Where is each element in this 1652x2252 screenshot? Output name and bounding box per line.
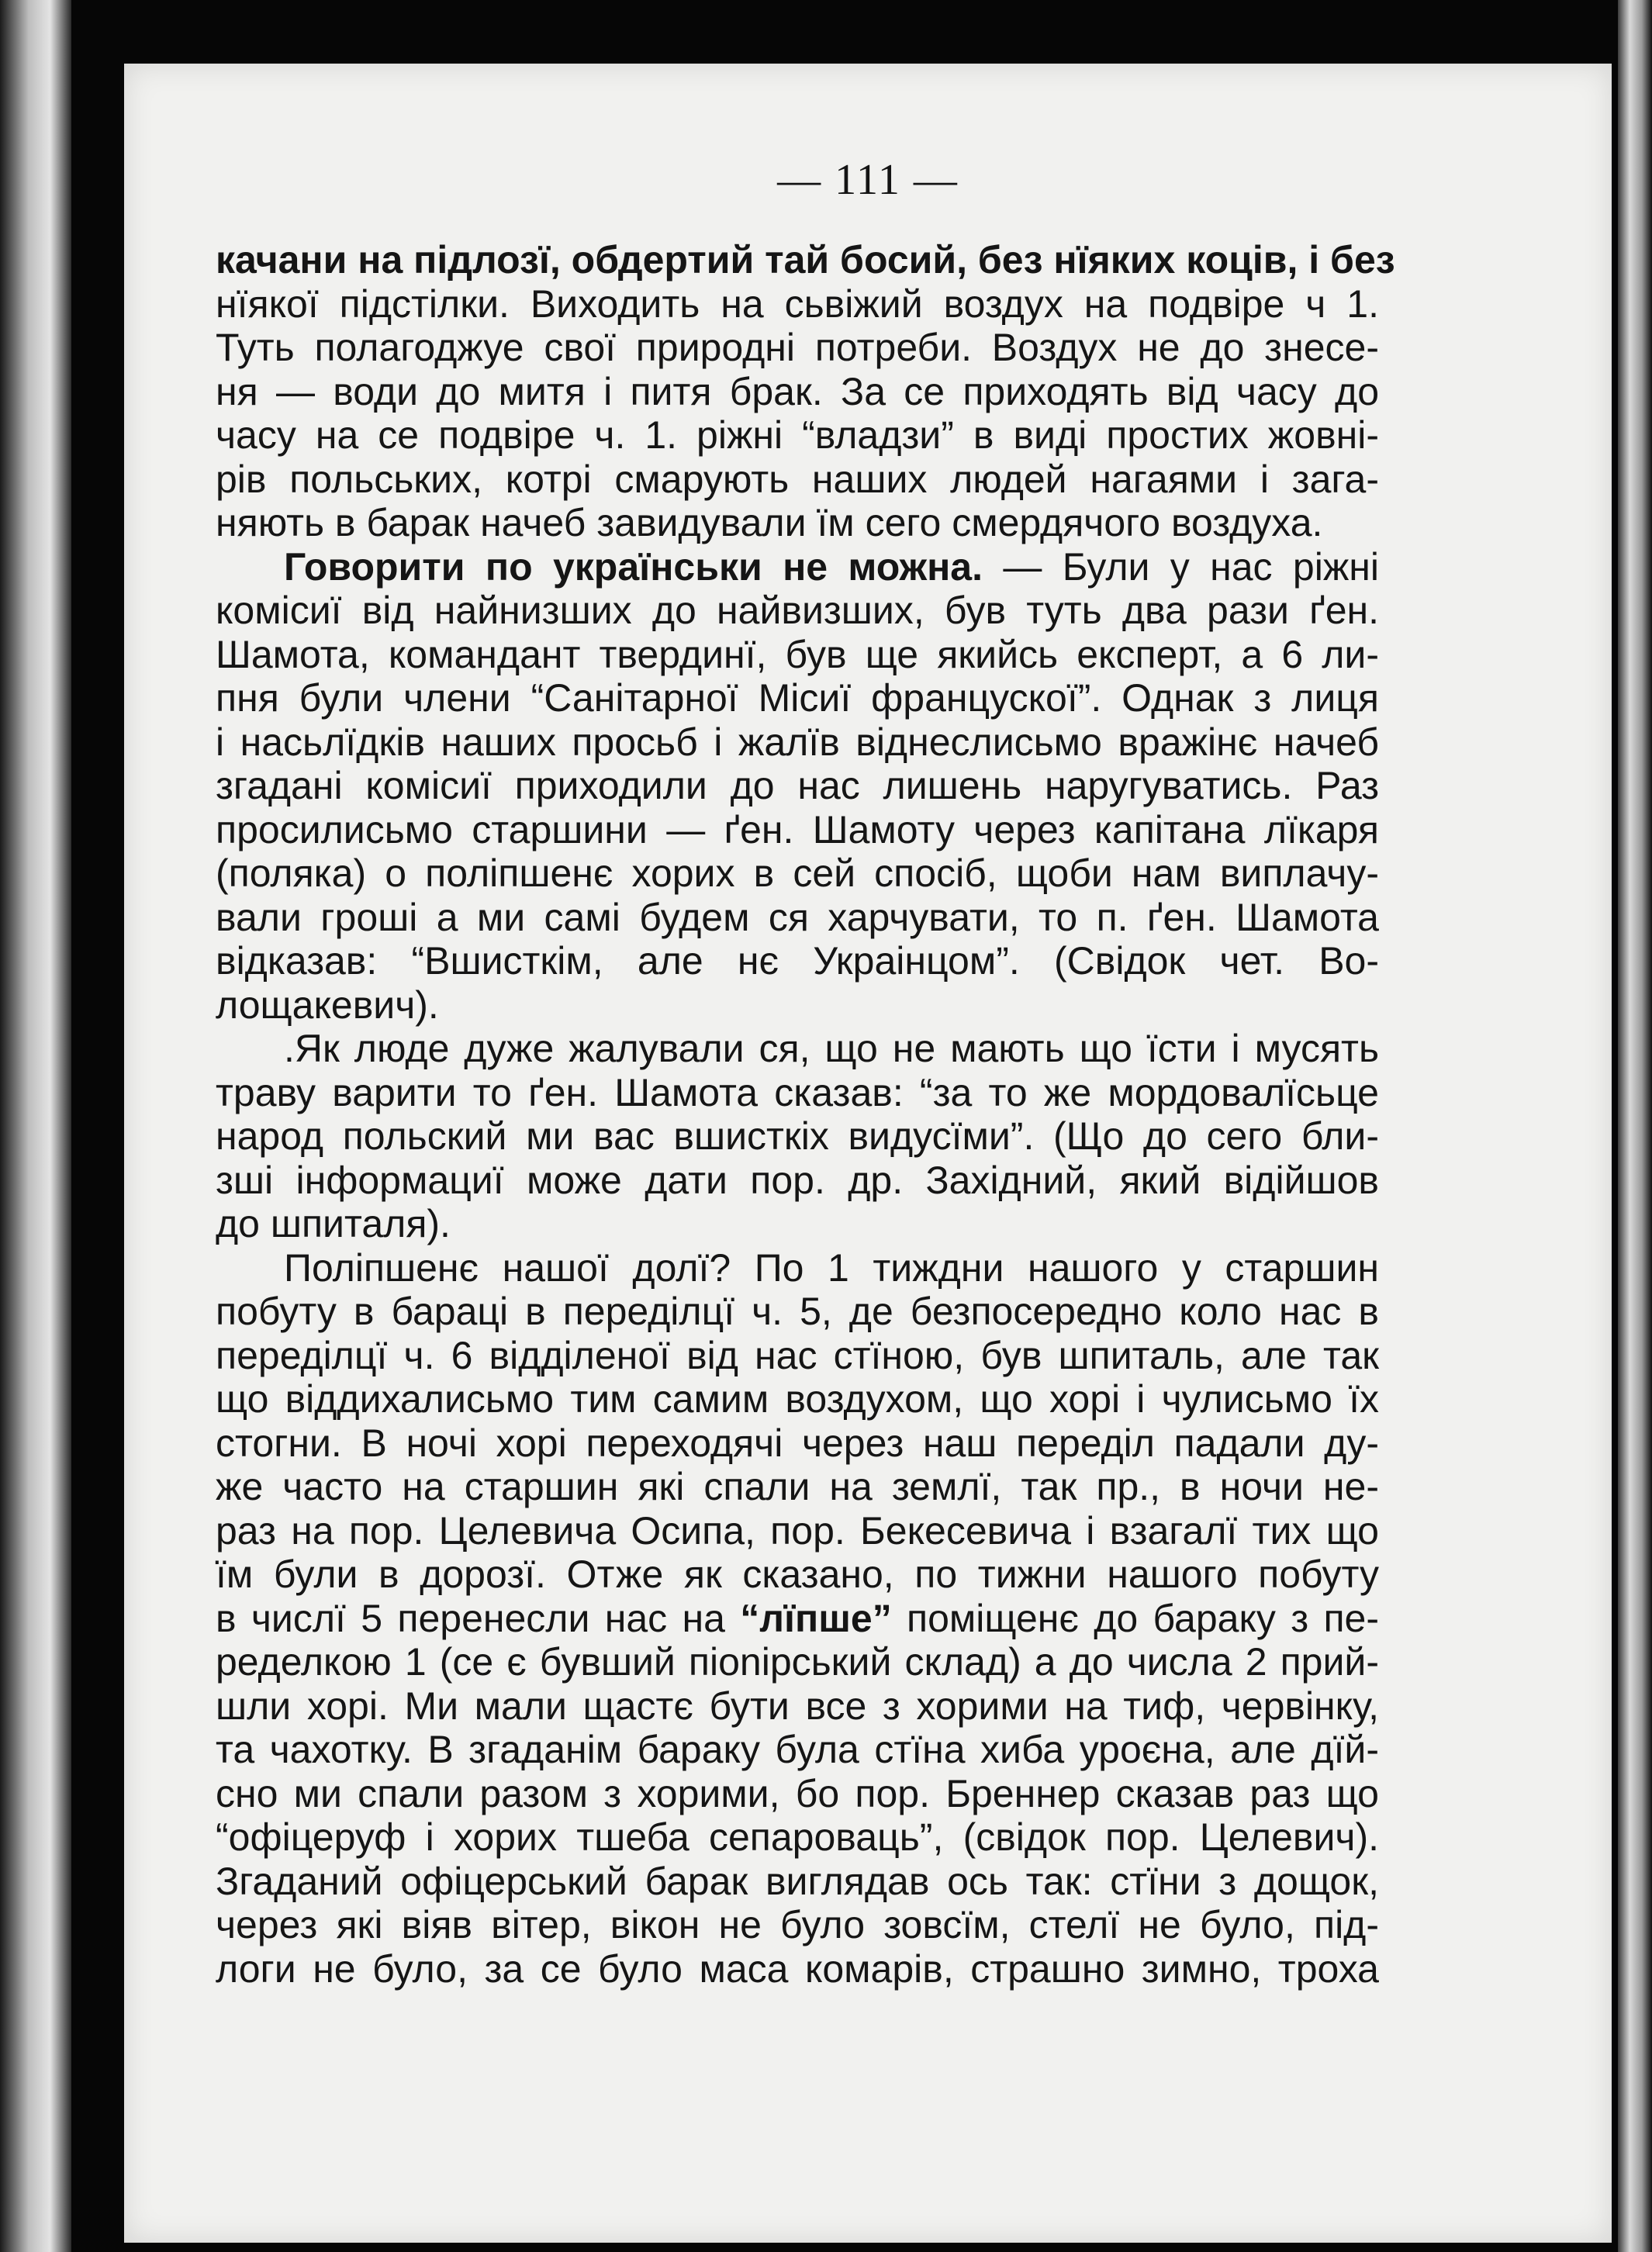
text-line <box>216 501 1379 545</box>
text-segment: Туть полагоджуе свої природні потреби. Воздух не до знесе- <box>216 326 1379 369</box>
text-line <box>216 1202 1379 1246</box>
text-segment: народ польский ми вас вшисткіх видусїми”. (Що до сего бли- <box>216 1114 1379 1158</box>
adjacent-page-edge <box>0 0 71 2252</box>
text-line <box>216 1553 1379 1597</box>
text-segment: поміщенє до бараку з пе- <box>891 1596 1379 1640</box>
text-segment: шли хорі. Ми мали щастє бути все з хорими на тиф, червінку, <box>216 1684 1379 1728</box>
text-segment: побуту в бараці в переділцї ч. 5, де безпосередно коло нас в <box>216 1290 1379 1333</box>
text-segment: логи не було, за се було маса комарів, страшно зимно, троха <box>216 1946 1379 1991</box>
text-line <box>216 1071 1379 1115</box>
text-segment: стогни. В ночі хорі переходячі через наш переділ падали ду- <box>216 1421 1379 1465</box>
text-segment: переділцї ч. 6 відділеної від нас стїною, був шпиталь, але так <box>216 1333 1379 1377</box>
text-line <box>216 896 1379 940</box>
text-line <box>216 808 1379 852</box>
text-segment: до шпиталя). <box>216 1202 451 1245</box>
text-line <box>216 1334 1379 1378</box>
text-line <box>216 764 1379 808</box>
text-segment: та чахотку. В згаданім бараку була стїна хиба уроєна, але дїй- <box>216 1728 1379 1771</box>
text-segment: лощакевич). <box>216 983 439 1027</box>
text-segment: Шамота, командант твердинї, був ще якийсь експерт, а 6 ли- <box>216 632 1379 676</box>
text-segment: няють в барак начеб завидували їм сего смердячого воздуха. <box>216 501 1323 544</box>
text-line <box>216 1772 1379 1816</box>
text-line <box>216 282 1379 326</box>
book-page <box>124 64 1612 2243</box>
text-line <box>216 1597 1379 1641</box>
text-segment: і насьлїдків наших просьб і жалїв віднеслисьмо вражінє начеб <box>216 720 1379 764</box>
text-line <box>216 370 1379 414</box>
body-text <box>216 238 1395 1991</box>
text-line <box>216 1728 1379 1772</box>
bold-text-segment: качани на підлозї, обдертий тай босий, без нїяких коців, і без <box>216 238 1395 282</box>
text-line <box>216 1640 1379 1684</box>
text-line <box>216 1947 1379 1991</box>
text-line <box>216 1246 1379 1290</box>
text-segment: Згаданий офіцерський барак виглядав ось так: стїни з дощок, <box>216 1859 1379 1903</box>
text-segment: рів польських, котрі смарують наших людей нагаями і зага- <box>216 457 1379 501</box>
text-segment: вали гроші а ми самі будем ся харчувати, то п. ґен. Шамота <box>216 895 1379 939</box>
text-line <box>216 1684 1379 1729</box>
text-segment: (поляка) о поліпшенє хорих в сей спосіб, щоби нам виплачу- <box>216 851 1379 895</box>
text-segment: Поліпшенє нашої долї? По 1 тиждни нашого у старшин <box>284 1245 1379 1290</box>
text-segment: же часто на старшин які спали на землї, так пр., в ночи не- <box>216 1465 1379 1508</box>
text-segment: що віддихалисьмо тим самим воздухом, що хорі і чулисьмо їх <box>216 1377 1379 1421</box>
text-segment: пня були члени “Санітарної Місиї францускої”. Однак з лиця <box>216 676 1379 720</box>
text-line <box>216 458 1379 502</box>
text-line <box>216 676 1379 720</box>
text-line <box>216 983 1379 1028</box>
text-line <box>216 326 1379 370</box>
text-line <box>216 589 1379 633</box>
text-segment: згадані комісиї приходили до нас лишень наругуватись. Раз <box>216 764 1379 807</box>
text-segment: комісиї від найнизших до найвизших, був туть два рази ґен. <box>216 589 1379 632</box>
text-segment: раз на пор. Целевича Осипа, пор. Бекесевича і взагалї тих що <box>216 1508 1379 1553</box>
text-line <box>216 545 1379 589</box>
text-line <box>216 633 1379 677</box>
text-line <box>216 939 1379 983</box>
text-segment: .Як люде дуже жалували ся, що не мають що їсти і мусять <box>284 1027 1379 1070</box>
text-segment: їм були в дорозї. Отже як сказано, по тижни нашого побуту <box>216 1553 1379 1596</box>
text-line <box>216 1290 1379 1334</box>
bold-text-segment: Говорити по українськи не можна. <box>284 544 983 589</box>
text-line <box>216 1027 1379 1071</box>
text-segment: — Були у нас ріжні <box>983 544 1379 589</box>
text-line <box>216 1509 1379 1553</box>
text-line <box>216 1377 1379 1421</box>
text-segment: ределкою 1 (се є бувший пionірський склад) а до числа 2 прий- <box>216 1640 1379 1684</box>
text-line <box>216 1421 1379 1466</box>
bold-text-segment: “лїпше” <box>740 1596 892 1640</box>
text-segment: нїякої підстілки. Виходить на сьвіжий воздух на подвіре ч 1. <box>216 282 1379 326</box>
text-segment: ня — води до митя і питя брак. За се приходять від часу до <box>216 369 1379 413</box>
text-line <box>216 851 1379 896</box>
page-number: — 111 — <box>777 156 959 204</box>
text-segment: відказав: “Вшисткім, але нє Украінцом”. (Свідок чет. Во- <box>216 939 1379 983</box>
text-line <box>216 720 1379 765</box>
text-segment: часу на се подвіре ч. 1. ріжні “владзи” в виді простих жовні- <box>216 413 1379 457</box>
text-line <box>216 413 1379 458</box>
text-segment: просилисьмо старшини — ґен. Шамоту через капітана лїкаря <box>216 807 1379 851</box>
text-segment: траву варити то ґен. Шамота сказав: “за то же мордовалїсьце <box>216 1070 1379 1114</box>
text-line <box>216 1860 1379 1904</box>
text-segment: в числї 5 перенесли нас на <box>216 1596 741 1640</box>
text-line <box>216 1114 1379 1159</box>
text-line <box>216 238 1395 282</box>
book-edge <box>1618 0 1652 2252</box>
text-line <box>216 1815 1379 1860</box>
text-segment: “офіцеруф і хорих тшеба сепароваць”, (свідок пор. Целевич). <box>216 1815 1379 1859</box>
text-line <box>216 1465 1379 1509</box>
text-segment: через які віяв вітер, вікон не було зовсїм, стелї не було, під- <box>216 1903 1379 1946</box>
text-line <box>216 1903 1379 1947</box>
text-segment: сно ми спали разом з хорими, бо пор. Бреннер сказав раз що <box>216 1771 1379 1815</box>
text-line <box>216 1159 1379 1203</box>
text-segment: зші інформациї може дати пор. др. Західний, який відійшов <box>216 1158 1379 1202</box>
